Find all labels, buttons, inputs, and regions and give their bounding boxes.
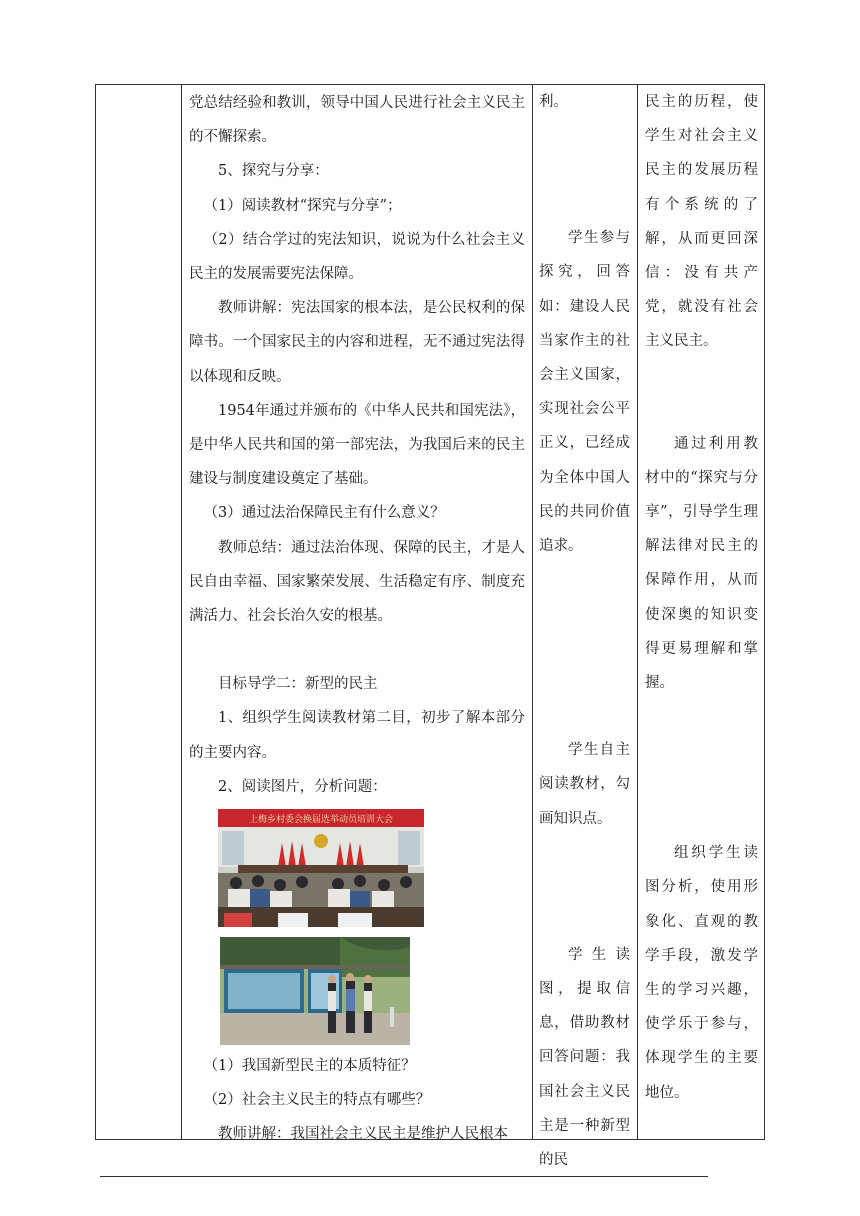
paragraph: 利。 [539, 94, 568, 110]
column-divider [181, 85, 182, 1139]
teaching-process-column [189, 86, 525, 1152]
section-heading: 目标导学二：新型的民主 [218, 676, 378, 693]
paragraph: 2、阅读图片，分析问题： [218, 778, 387, 795]
notice-board-photo [220, 937, 410, 1045]
paragraph: （3）通过法治保障民主有什么意义？ [203, 505, 445, 522]
lesson-plan-table [95, 84, 765, 1169]
banner-text: 上梅乡村委会换届选举动员培训大会 [248, 815, 394, 826]
column-divider [637, 85, 638, 1139]
column-divider [532, 85, 533, 1139]
paragraph: 教师讲解：宪法国家的根本法，是公民权利的保障书。一个国家民主的内容和进程，无不通过宪法得以体现和反映。 [189, 300, 525, 385]
paragraph: （2）结合学过的宪法知识，说说为什么社会主义民主的发展需要宪法保障。 [189, 231, 525, 283]
paragraph: 通过利用教材中的“探究与分享”，引导学生理解法律对民主的保障作用，从而使深奥的知识变得更易理解和掌握。 [645, 435, 758, 692]
paragraph: 1954年通过并颁布的《中华人民共和国宪法》，是中华人民共和国的第一部宪法，为我国后来的民主建设与制度建设奠定了基础。 [189, 402, 525, 488]
paragraph: 教师总结：通过法治体现、保障的民主，才是人民自由幸福、国家繁荣发展、生活稳定有序、制度充满活力、社会长治久安的根基。 [189, 539, 525, 625]
paragraph: 1、组织学生阅读教材第二目，初步了解本部分的主要内容。 [189, 710, 525, 761]
student-activity-column [539, 85, 630, 1177]
meeting-photo [218, 809, 424, 927]
footer-rule [100, 1176, 708, 1177]
paragraph: 民主的历程，使学生对社会主义民主的发展历程有个系统的了解，从而更回深信：没有共产党，就没有社会主义民主。 [645, 94, 758, 350]
paragraph: 学生自主阅读教材，勾画知识点。 [539, 742, 630, 827]
paragraph: 学生读图，提取信息，借助教材回答问题：我国社会主义民主是一种新型的民 [539, 946, 630, 1169]
paragraph: （1）阅读教材“探究与分享”； [203, 197, 402, 214]
paragraph: 学生参与探究，回答如：建设人民当家作主的社会主义国家，实现社会公平正义，已经成为全体中国人民的共同价值追求。 [539, 230, 630, 555]
paragraph: 5、探究与分享： [218, 163, 329, 180]
paragraph: （2）社会主义民主的特点有哪些？ [203, 1092, 431, 1109]
paragraph: 党总结经验和教训，领导中国人民进行社会主义民主的不懈探索。 [189, 95, 525, 146]
paragraph: 组织学生读图分析，使用形象化、直观的教学手段，激发学生的学习兴趣，使学乐于参与，体现学生的主要地位。 [645, 845, 758, 1101]
design-intent-column [645, 85, 758, 1110]
paragraph: 教师讲解：我国社会主义民主是维护人民根本 [218, 1126, 508, 1143]
paragraph: （1）我国新型民主的本质特征？ [203, 1058, 416, 1075]
